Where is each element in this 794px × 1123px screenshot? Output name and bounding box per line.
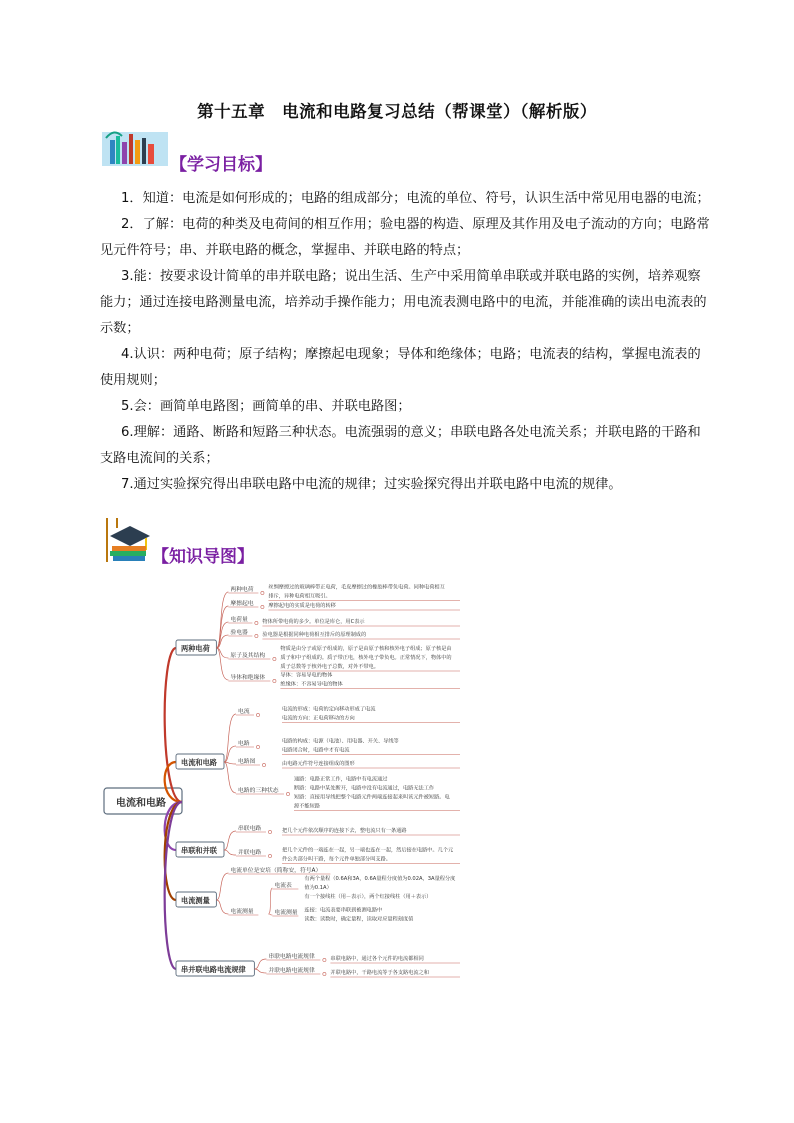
mind-map-leaf-text: 质子总数等于核外电子总数，对外不带电。: [280, 664, 379, 670]
mind-map-node-label: 摩擦起电: [230, 601, 254, 607]
mind-map-node-label: 电流测量: [274, 910, 298, 916]
mind-map-leaf-text: 验电器是根据同种电荷相互排斥的原理制成的: [262, 632, 367, 638]
mind-map-connector: [216, 873, 228, 900]
mind-map-node-dot: [255, 634, 258, 637]
objective-line: 1．知道：电流是如何形成的；电路的组成部分；电流的单位、符号，认识生活中常见用电器的电流；: [121, 191, 710, 206]
mind-map-node-dot: [323, 972, 326, 975]
mind-map-connector: [254, 959, 266, 969]
page-title: 第十五章 电流和电路复习总结（帮课堂）（解析版）: [197, 102, 597, 121]
mind-map-leaf-text: 把几个元件的一端连在一起，另一端也连在一起，然后接在电路中。几个元: [282, 847, 454, 854]
mind-map-branch-label: 串并联电路电流规律: [181, 965, 246, 974]
mind-map-leaf-text: 电路的构成：电源（电池）、用电器、开关、导线等: [282, 738, 399, 745]
mind-map-connector: [224, 762, 236, 793]
objective-line: 7.通过实验探究得出串联电路中电流的规律；过实验探究得出并联电路中电流的规律。: [121, 477, 622, 492]
mind-map-leaf-text: 绝缘体：不容易导电的物体: [280, 681, 343, 688]
mind-map-node-dot: [261, 605, 264, 608]
mind-map-node-label: 两种电荷: [230, 587, 254, 593]
mind-map-leaf-text: 电流的形成：电荷的定向移动形成了电流: [282, 706, 376, 713]
mind-map-node-dot: [256, 713, 259, 716]
mind-map-node-dot: [261, 591, 264, 594]
mind-map-node-dot: [323, 958, 326, 961]
mind-map-node-dot: [255, 621, 258, 624]
mind-map-node-label: 电流测量: [230, 909, 254, 915]
mind-map-leaf-text: 由电路元件符号连接组成的图形: [282, 761, 355, 767]
objective-line: 能力；通过连接电路测量电流，培养动手操作能力；用电流表测电路中的电流，并能准确的读出电流表的: [100, 295, 707, 310]
mind-map-node-label: 串联电路电流规律: [268, 954, 315, 960]
mind-map-leaf-text: 源不能短路: [294, 803, 320, 810]
mind-map-node-dot: [273, 657, 276, 660]
objective-line: 5.会：画简单电路图；画简单的串、并联电路图；: [121, 399, 411, 414]
books-icon: [102, 128, 168, 168]
mind-map-node-label: 电流表: [274, 883, 292, 889]
mind-map-connector: [268, 914, 272, 915]
mind-map-node-label: 电荷量: [230, 617, 248, 623]
mind-map-connector: [216, 648, 228, 680]
mind-map-node-label: 验电器: [230, 630, 248, 636]
mind-map-node-label: 原子及其结构: [230, 653, 266, 659]
mind-map-leaf-text: 值为0.1A）: [304, 885, 332, 891]
mind-map-leaf-text: 电流的方向：正电荷移动的方向: [282, 715, 355, 722]
mind-map-leaf-text: 并联电路中，干路电流等于各支路电流之和: [330, 970, 429, 976]
mind-map-leaf-text: 电路闭合时，电路中才有电流: [282, 747, 350, 754]
mind-map-connector: [224, 714, 236, 762]
objective-line: 4.认识：两种电荷；原子结构；摩擦起电现象；导体和绝缘体；电路；电流表的结构，掌握电流表的: [121, 347, 701, 362]
objective-line: 3.能：按要求设计简单的串并联电路；说出生活、生产中采用简单串联或并联电路的实例，培养观察: [121, 269, 701, 284]
mind-map-leaf-text: 连接：电流表要串联到被测电路中: [304, 907, 383, 914]
mind-map-branch-label: 电流测量: [181, 896, 210, 905]
objective-line: 使用规则；: [100, 373, 166, 388]
mind-map-leaf-text: 断路：电路中某处断开，电路中没有电流通过，电路无法工作: [294, 785, 435, 792]
section-heading-goals: 【学习目标】: [170, 155, 272, 175]
objective-line: 示数；: [100, 321, 140, 336]
knowledge-mind-map: [100, 572, 520, 982]
mind-map-branch-label: 电流和电路: [181, 758, 217, 767]
mind-map-leaf-text: 物体所带电荷的多少。单位是库仑，用C表示: [262, 619, 365, 625]
mind-map-node-label: 电路: [238, 741, 250, 747]
section-heading-map: 【知识导图】: [152, 547, 254, 567]
mind-map-node-label: 并联电路电流规律: [268, 968, 315, 974]
mind-map-leaf-text: 物质是由分子或原子组成的，原子是由原子核和核外电子组成；原子核是由: [280, 646, 452, 652]
mind-map-node-dot: [268, 830, 271, 833]
mind-map-leaf-text: 通路：电路正常工作，电路中有电流通过: [294, 776, 388, 783]
mind-map-node-label: 电路的三种状态: [238, 788, 279, 794]
mind-map-node-dot: [262, 763, 265, 766]
mind-map-node-dot: [273, 679, 276, 682]
mind-map-leaf-text: 把几个元件依次顺序的连接下去，整电流只有一条通路: [282, 828, 407, 834]
mind-map-node-dot: [268, 854, 271, 857]
mind-map-node-label: 并联电路: [238, 850, 262, 856]
objective-line: 支路电流间的关系；: [100, 451, 219, 466]
mind-map-connector: [254, 969, 266, 973]
graduation-books-icon: [104, 516, 154, 566]
mind-map-leaf-text: 丝绸摩擦过的玻璃棒带正电荷，毛皮摩擦过的橡胶棒带负电荷。同种电荷相互: [268, 584, 445, 591]
objective-line: 见元件符号；串、并联电路的概念，掌握串、并联电路的特点；: [100, 243, 470, 258]
mind-map-leaf-text: 摩擦起电的实质是电荷的转移: [268, 603, 336, 609]
mind-map-node-dot: [286, 792, 289, 795]
mind-map-connector: [216, 900, 228, 914]
mind-map-leaf-text: 导体：容易导电的物体: [280, 672, 333, 679]
mind-map-connector: [224, 831, 236, 850]
mind-map-leaf-text: 排斥，异种电荷相互吸引。: [268, 593, 331, 600]
mind-map-node-dot: [256, 745, 259, 748]
mind-map-node-label: 电流单位是安培（简称安，符号A）: [230, 868, 322, 874]
mind-map-node-label: 电路图: [238, 759, 256, 765]
mind-map-leaf-text: 短路：直接用导线把整个电路元件两端连接起来叫该元件被短路。电: [294, 794, 450, 801]
mind-map-leaf-text: 质子和中子组成的。质子带正电，核外电子带负电。正常情况下，物体中的: [280, 655, 452, 661]
mind-map-branch-label: 两种电荷: [181, 644, 210, 653]
mind-map-node-label: 导体和绝缘体: [230, 675, 266, 681]
mind-map-leaf-text: 有两个量程（0.6A和3A，0.6A量程分度值为0.02A，3A量程分度: [304, 876, 456, 882]
mind-map-branch-label: 串联和并联: [181, 846, 217, 855]
mind-map-connector: [224, 850, 236, 855]
mind-map-node-label: 串联电路: [238, 826, 262, 832]
mind-map-connector: [216, 592, 228, 648]
objective-line: 2．了解：电荷的种类及电荷间的相互作用；验电器的构造、原理及其作用及电子流动的方向；电路常: [121, 217, 710, 232]
mind-map-leaf-text: 串联电路中，通过各个元件的电流都相同: [330, 956, 424, 962]
mind-map-leaf-text: 有一个接线柱（用－表示），两个红接线柱（用＋表示）: [304, 894, 432, 900]
mind-map-leaf-text: 读数：读数时，确定量程，读取对应量程刻度值: [304, 916, 414, 923]
mind-map-node-label: 电流: [238, 709, 250, 715]
mind-map-leaf-text: 件公共部分叫干路，每个元件单独部分叫支路。: [282, 856, 391, 863]
objective-line: 6.理解：通路、断路和短路三种状态。电流强弱的意义；串联电路各处电流关系；并联电路的干路和: [121, 425, 701, 440]
mind-map-root: 电流和电路: [116, 798, 166, 809]
mind-map-connector: [268, 888, 272, 914]
mind-map-trunk-line: [165, 648, 182, 802]
